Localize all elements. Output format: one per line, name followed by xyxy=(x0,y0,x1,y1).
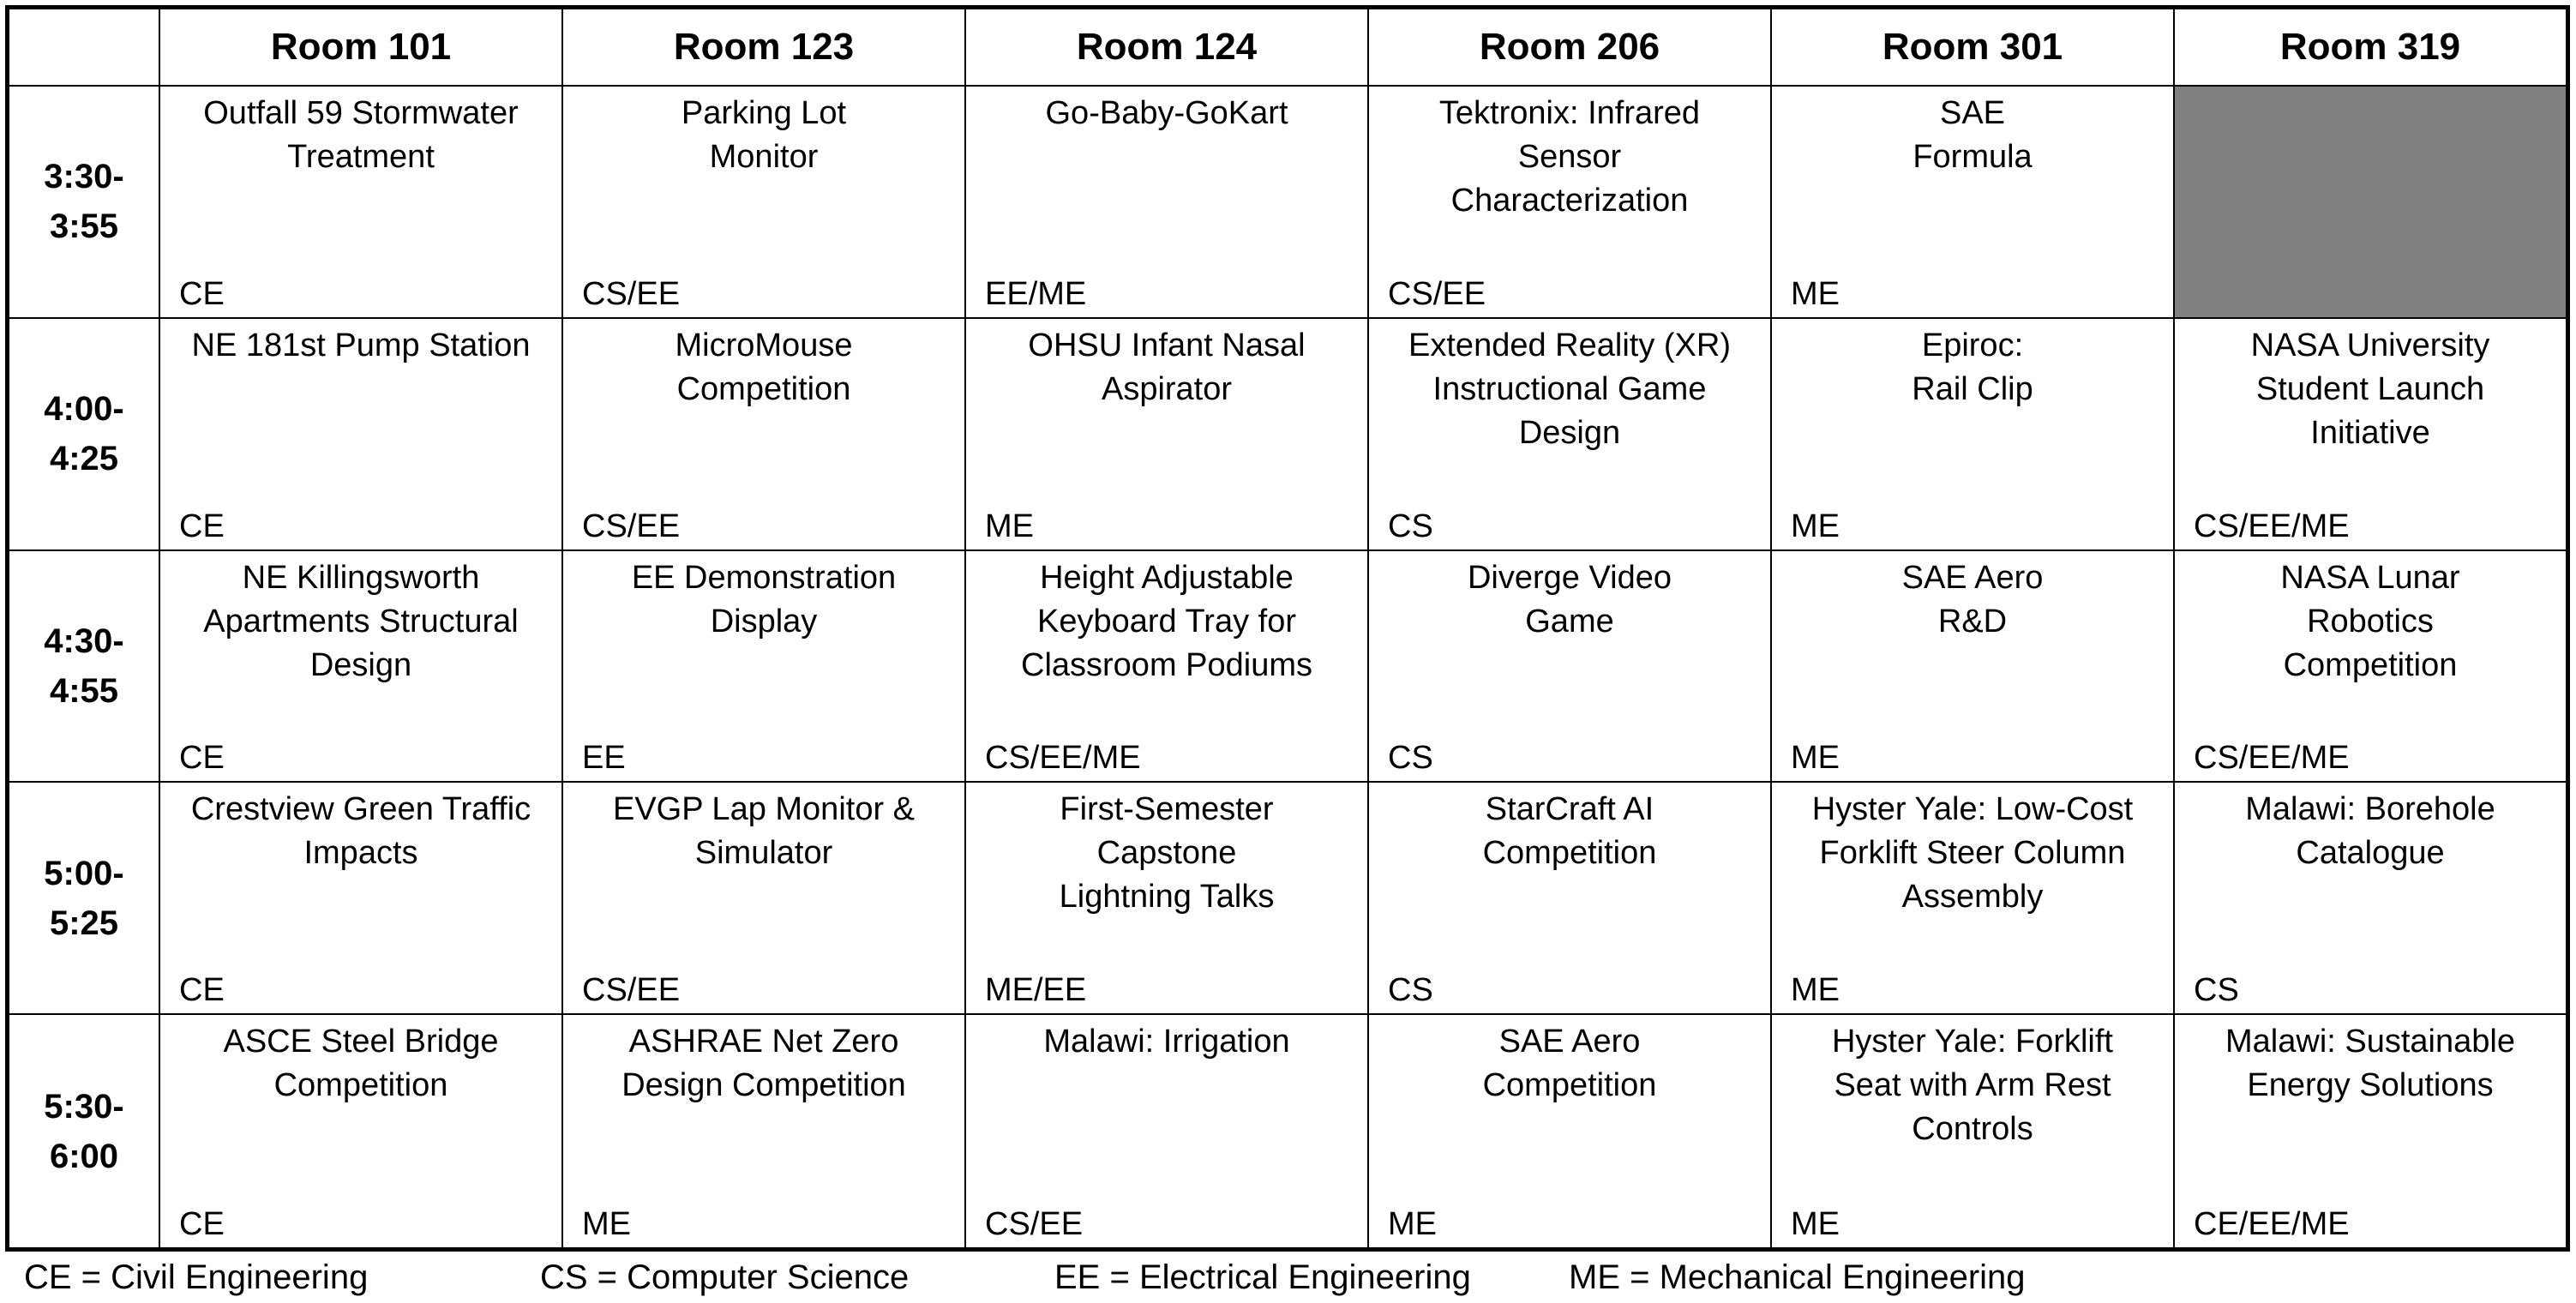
project-cell xyxy=(160,87,563,319)
room-header: Room 124 xyxy=(966,9,1369,87)
project-title: Parking Lot Monitor xyxy=(681,95,847,175)
project-cell xyxy=(966,1015,1369,1247)
project-title: NASA Lunar Robotics Competition xyxy=(2280,559,2460,683)
project-title: NASA University Student Launch Initiative xyxy=(2250,327,2490,451)
project-dept: ME xyxy=(1791,740,1840,777)
project-cell xyxy=(1772,783,2175,1015)
project-title: Extended Reality (XR) Instructional Game Design xyxy=(1408,327,1731,451)
project-dept: EE xyxy=(582,740,626,777)
project-cell xyxy=(1369,87,1772,319)
project-cell xyxy=(1772,87,2175,319)
project-cell xyxy=(2175,319,2566,551)
time-slot: 5:30- 6:00 xyxy=(9,1015,160,1247)
project-title: Hyster Yale: Forklift Seat with Arm Rest Controls xyxy=(1831,1024,2113,1148)
project-title: StarCraft AI Competition xyxy=(1482,791,1657,872)
project-dept: ME xyxy=(1388,1205,1437,1242)
project-dept: CS/EE xyxy=(985,1205,1084,1242)
project-dept: CE xyxy=(179,275,225,312)
project-cell xyxy=(160,551,563,784)
project-cell xyxy=(966,551,1369,784)
project-cell xyxy=(2175,1015,2566,1247)
time-slot: 3:30- 3:55 xyxy=(9,87,160,319)
project-dept: ME xyxy=(985,507,1034,544)
project-title: Height Adjustable Keyboard Tray for Classroom Podiums xyxy=(1021,559,1312,683)
project-title: Malawi: Borehole Catalogue xyxy=(2245,791,2495,872)
project-title: MicroMouse Competition xyxy=(675,327,853,407)
project-dept: CE xyxy=(179,507,225,544)
project-cell xyxy=(1369,783,1772,1015)
project-title: Epiroc: Rail Clip xyxy=(1912,327,2033,407)
room-header: Room 101 xyxy=(160,9,563,87)
room-header: Room 206 xyxy=(1369,9,1772,87)
legend-item-ee: EE = Electrical Engineering xyxy=(1054,1258,1471,1296)
project-cell xyxy=(563,783,966,1015)
project-cell xyxy=(2175,551,2566,784)
project-cell xyxy=(1369,319,1772,551)
project-dept: CE xyxy=(179,740,225,777)
blocked-cell xyxy=(2175,87,2566,319)
project-title: Diverge Video Game xyxy=(1467,559,1672,639)
project-title: SAE Aero R&D xyxy=(1901,559,2044,639)
project-title: First-Semester Capstone Lightning Talks xyxy=(1059,791,1275,916)
project-dept: CS xyxy=(1388,972,1433,1009)
project-cell xyxy=(160,783,563,1015)
project-title: Hyster Yale: Low-Cost Forklift Steer Column Assembly xyxy=(1811,791,2134,916)
project-dept: CS/EE/ME xyxy=(2194,740,2350,777)
project-title: ASHRAE Net Zero Design Competition xyxy=(621,1024,906,1104)
corner-cell xyxy=(9,9,160,87)
project-cell xyxy=(160,1015,563,1247)
time-slot: 4:30- 4:55 xyxy=(9,551,160,784)
schedule-table xyxy=(5,5,2570,1252)
project-dept: CS/EE xyxy=(582,972,681,1009)
project-title: Tektronix: Infrared Sensor Characterization xyxy=(1438,95,1701,219)
project-cell xyxy=(160,319,563,551)
project-cell xyxy=(966,87,1369,319)
project-cell xyxy=(1772,551,2175,784)
legend-item-ce: CE = Civil Engineering xyxy=(24,1258,369,1296)
legend-item-me: ME = Mechanical Engineering xyxy=(1569,1258,2026,1296)
time-slot: 4:00- 4:25 xyxy=(9,319,160,551)
project-cell xyxy=(1772,319,2175,551)
room-header: Room 319 xyxy=(2175,9,2566,87)
legend-item-cs: CS = Computer Science xyxy=(540,1258,910,1296)
project-dept: ME/EE xyxy=(985,972,1087,1009)
project-title: ASCE Steel Bridge Competition xyxy=(223,1024,499,1104)
project-dept: ME xyxy=(1791,972,1840,1009)
room-header: Room 123 xyxy=(563,9,966,87)
project-title: SAE Formula xyxy=(1912,95,2033,175)
project-dept: CS/EE/ME xyxy=(985,740,1141,777)
project-dept: CE xyxy=(179,972,225,1009)
project-dept: CS xyxy=(2194,972,2239,1009)
project-cell xyxy=(563,551,966,784)
project-title: EE Demonstration Display xyxy=(631,559,897,639)
project-dept: CE xyxy=(179,1205,225,1242)
project-dept: CS/EE/ME xyxy=(2194,507,2350,544)
project-dept: CE/EE/ME xyxy=(2194,1205,2350,1242)
project-dept: CS/EE xyxy=(582,275,681,312)
department-legend xyxy=(0,1257,2576,1303)
project-cell xyxy=(966,783,1369,1015)
project-dept: CS/EE xyxy=(582,507,681,544)
project-dept: EE/ME xyxy=(985,275,1087,312)
project-dept: ME xyxy=(582,1205,631,1242)
room-header: Room 301 xyxy=(1772,9,2175,87)
project-dept: CS/EE xyxy=(1388,275,1486,312)
project-title: Malawi: Irrigation xyxy=(1043,1024,1290,1060)
project-dept: ME xyxy=(1791,275,1840,312)
project-dept: CS xyxy=(1388,507,1433,544)
project-cell xyxy=(1772,1015,2175,1247)
project-title: OHSU Infant Nasal Aspirator xyxy=(1028,327,1306,407)
project-dept: ME xyxy=(1791,507,1840,544)
project-title: NE 181st Pump Station xyxy=(191,327,531,363)
project-cell xyxy=(563,319,966,551)
project-title: EVGP Lap Monitor & Simulator xyxy=(612,791,916,872)
project-dept: CS xyxy=(1388,740,1433,777)
project-cell xyxy=(1369,551,1772,784)
project-title: Crestview Green Traffic Impacts xyxy=(190,791,531,872)
project-cell xyxy=(1369,1015,1772,1247)
project-cell xyxy=(966,319,1369,551)
project-cell xyxy=(2175,783,2566,1015)
project-cell xyxy=(563,1015,966,1247)
project-title: NE Killingsworth Apartments Structural Design xyxy=(203,559,519,683)
project-title: Outfall 59 Stormwater Treatment xyxy=(203,95,519,175)
project-title: Malawi: Sustainable Energy Solutions xyxy=(2225,1024,2515,1104)
project-title: SAE Aero Competition xyxy=(1482,1024,1657,1104)
project-cell xyxy=(563,87,966,319)
time-slot: 5:00- 5:25 xyxy=(9,783,160,1015)
project-title: Go-Baby-GoKart xyxy=(1045,95,1288,131)
project-dept: ME xyxy=(1791,1205,1840,1242)
